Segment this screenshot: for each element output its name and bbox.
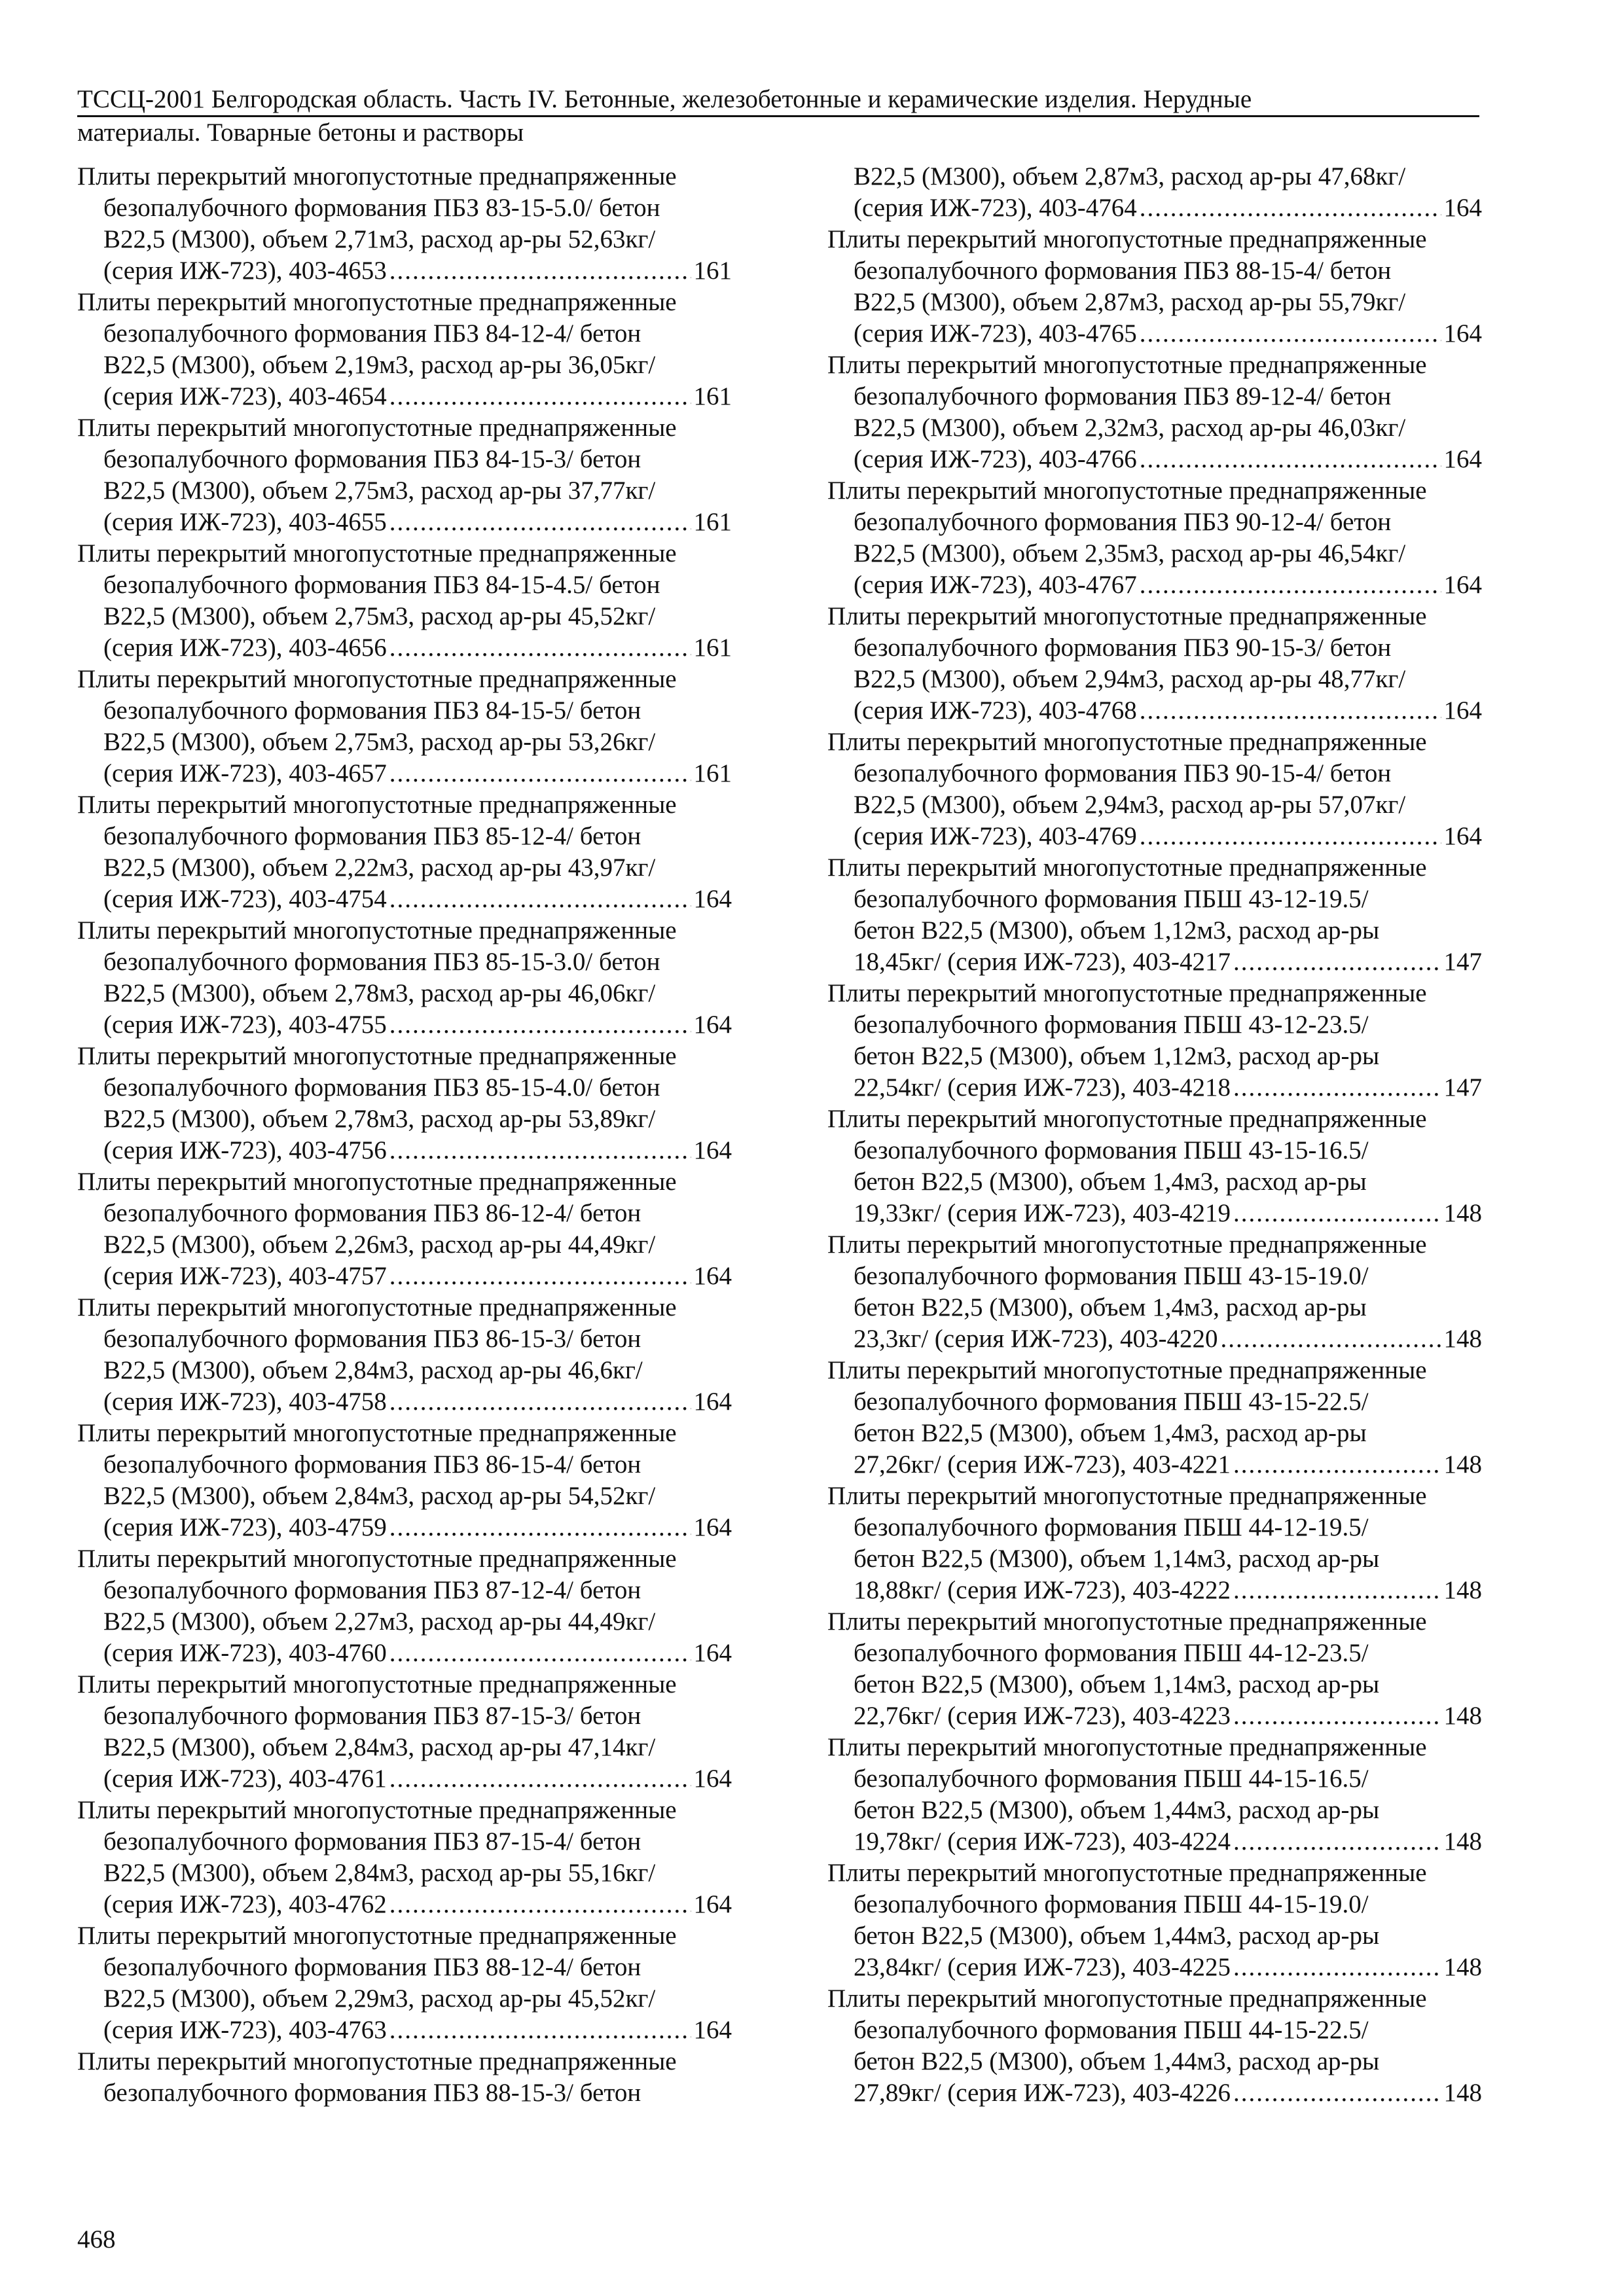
- leader-dots: [1221, 1323, 1441, 1355]
- entry-code: (серия ИЖ-723), 403-4653: [103, 257, 387, 285]
- entry-line: безопалубочного формования ПБЗ 90-15-3/ бетон: [854, 634, 1392, 662]
- entry-last-line: [854, 1952, 1482, 1983]
- index-entry: [827, 852, 1482, 978]
- index-entry: [827, 224, 1482, 350]
- entry-code: (серия ИЖ-723), 403-4657: [103, 759, 387, 787]
- entry-line: Плиты перекрытий многопустотные преднапряженные: [827, 1859, 1427, 1887]
- entry-last-line: [854, 318, 1482, 350]
- entry-line: безопалубочного формования ПБЗ 83-15-5.0/ бетон: [103, 194, 660, 222]
- entry-line: Плиты перекрытий многопустотные преднапряженные: [77, 1545, 677, 1573]
- entry-page-ref: 161: [693, 634, 732, 662]
- entry-last-line: [103, 1889, 732, 1920]
- index-column-right: [827, 161, 1482, 2109]
- entry-last-line: [103, 255, 732, 287]
- index-entry: [77, 1543, 732, 1669]
- entry-line: Плиты перекрытий многопустотные преднапряженные: [77, 1796, 677, 1824]
- entry-line: Плиты перекрытий многопустотные преднапряженные: [77, 916, 677, 944]
- leader-dots: [1140, 444, 1441, 475]
- leader-dots: [389, 507, 691, 538]
- index-entry: [77, 161, 732, 287]
- entry-last-line: [103, 2015, 732, 2046]
- page-number: 468: [77, 2225, 116, 2253]
- entry-last-line: [103, 507, 732, 538]
- entry-line: безопалубочного формования ПБЗ 88-15-3/ бетон: [103, 2079, 641, 2107]
- entry-line: Плиты перекрытий многопустотные преднапряженные: [827, 602, 1427, 630]
- leader-dots: [1233, 2077, 1441, 2109]
- entry-code: (серия ИЖ-723), 403-4754: [103, 885, 387, 913]
- entry-line: бетон В22,5 (М300), объем 1,14м3, расход ар-ры: [854, 1545, 1380, 1573]
- leader-dots: [1140, 569, 1441, 601]
- entry-code: (серия ИЖ-723), 403-4768: [854, 696, 1137, 725]
- leader-dots: [389, 1638, 691, 1669]
- entry-last-line: [103, 1009, 732, 1041]
- entry-page-ref: 164: [693, 885, 732, 913]
- entry-line: безопалубочного формования ПБЗ 86-15-3/ бетон: [103, 1325, 641, 1353]
- index-entry: [77, 1166, 732, 1292]
- entry-code: (серия ИЖ-723), 403-4761: [103, 1765, 387, 1793]
- entry-page-ref: 148: [1443, 1325, 1482, 1353]
- entry-line: В22,5 (М300), объем 2,19м3, расход ар-ры 36,05кг/: [103, 351, 656, 379]
- entry-line: безопалубочного формования ПБШ 44-12-23.5/: [854, 1639, 1369, 1667]
- leader-dots: [1233, 1449, 1441, 1480]
- entry-last-line: [854, 1323, 1482, 1355]
- index-entry: [77, 1292, 732, 1418]
- entry-page-ref: 164: [1443, 822, 1482, 850]
- entry-page-ref: 164: [693, 1890, 732, 1918]
- entry-line: Плиты перекрытий многопустотные преднапряженные: [827, 728, 1427, 756]
- entry-line: безопалубочного формования ПБШ 43-12-19.5/: [854, 885, 1369, 913]
- entry-line: Плиты перекрытий многопустотные преднапряженные: [77, 1168, 677, 1196]
- entry-code: (серия ИЖ-723), 403-4758: [103, 1388, 387, 1416]
- entry-page-ref: 164: [693, 1262, 732, 1290]
- entry-code: (серия ИЖ-723), 403-4766: [854, 445, 1137, 473]
- entry-code: 19,78кг/ (серия ИЖ-723), 403-4224: [854, 1827, 1231, 1856]
- entry-last-line: [103, 1135, 732, 1166]
- entry-code: 22,76кг/ (серия ИЖ-723), 403-4223: [854, 1702, 1231, 1730]
- entry-last-line: [854, 695, 1482, 726]
- entry-line: бетон В22,5 (М300), объем 1,14м3, расход ар-ры: [854, 1670, 1380, 1698]
- entry-line: В22,5 (М300), объем 2,84м3, расход ар-ры 54,52кг/: [103, 1482, 656, 1510]
- index-entry: [77, 1041, 732, 1166]
- entry-line: безопалубочного формования ПБЗ 84-12-4/ бетон: [103, 319, 641, 348]
- index-entry: [77, 287, 732, 412]
- index-entry: [77, 789, 732, 915]
- entry-page-ref: 164: [693, 2016, 732, 2044]
- leader-dots: [1140, 821, 1441, 852]
- entry-line: Плиты перекрытий многопустотные преднапряженные: [827, 1482, 1427, 1510]
- leader-dots: [389, 884, 691, 915]
- header-title-line-2: материалы. Товарные бетоны и растворы: [77, 118, 524, 147]
- leader-dots: [389, 255, 691, 287]
- entry-line: бетон В22,5 (М300), объем 1,44м3, расход ар-ры: [854, 1922, 1380, 1950]
- entry-last-line: [854, 1449, 1482, 1480]
- entry-line: безопалубочного формования ПБШ 44-12-19.5/: [854, 1513, 1369, 1541]
- entry-page-ref: 161: [693, 257, 732, 285]
- entry-page-ref: 148: [1443, 1702, 1482, 1730]
- entry-line: В22,5 (М300), объем 2,75м3, расход ар-ры 45,52кг/: [103, 602, 656, 630]
- entry-line: В22,5 (М300), объем 2,78м3, расход ар-ры 53,89кг/: [103, 1105, 656, 1133]
- entry-code: 23,84кг/ (серия ИЖ-723), 403-4225: [854, 1953, 1231, 1981]
- entry-page-ref: 164: [693, 1765, 732, 1793]
- leader-dots: [389, 1763, 691, 1795]
- entry-line: В22,5 (М300), объем 2,29м3, расход ар-ры 45,52кг/: [103, 1984, 656, 2013]
- entry-line: безопалубочного формования ПБЗ 85-15-3.0/ бетон: [103, 948, 660, 976]
- entry-last-line: [854, 192, 1482, 224]
- entry-code: (серия ИЖ-723), 403-4757: [103, 1262, 387, 1290]
- entry-code: (серия ИЖ-723), 403-4767: [854, 571, 1137, 599]
- entry-code: (серия ИЖ-723), 403-4764: [854, 194, 1137, 222]
- entry-line: В22,5 (М300), объем 2,84м3, расход ар-ры 47,14кг/: [103, 1733, 656, 1761]
- entry-line: бетон В22,5 (М300), объем 1,4м3, расход ар-ры: [854, 1293, 1367, 1321]
- leader-dots: [389, 1009, 691, 1041]
- entry-line: Плиты перекрытий многопустотные преднапряженные: [77, 539, 677, 567]
- entry-line: В22,5 (М300), объем 2,22м3, расход ар-ры 43,97кг/: [103, 853, 656, 882]
- entry-last-line: [103, 1386, 732, 1418]
- entry-page-ref: 164: [693, 1011, 732, 1039]
- entry-line: Плиты перекрытий многопустотные преднапряженные: [827, 225, 1427, 253]
- entry-code: 18,88кг/ (серия ИЖ-723), 403-4222: [854, 1576, 1231, 1604]
- leader-dots: [1233, 1072, 1441, 1103]
- index-entry: [77, 1795, 732, 1920]
- entry-line: Плиты перекрытий многопустотные преднапряженные: [827, 1230, 1427, 1259]
- leader-dots: [1233, 1700, 1441, 1732]
- entry-page-ref: 161: [693, 759, 732, 787]
- entry-line: Плиты перекрытий многопустотные преднапряженные: [827, 476, 1427, 505]
- entry-code: 23,3кг/ (серия ИЖ-723), 403-4220: [854, 1325, 1218, 1353]
- entry-line: Плиты перекрытий многопустотные преднапряженные: [77, 1293, 677, 1321]
- entry-line: В22,5 (М300), объем 2,84м3, расход ар-ры 46,6кг/: [103, 1356, 643, 1384]
- leader-dots: [389, 1261, 691, 1292]
- leader-dots: [1140, 318, 1441, 350]
- entry-line: В22,5 (М300), объем 2,26м3, расход ар-ры 44,49кг/: [103, 1230, 656, 1259]
- entry-line: Плиты перекрытий многопустотные преднапряженные: [827, 853, 1427, 882]
- entry-code: (серия ИЖ-723), 403-4760: [103, 1639, 387, 1667]
- entry-page-ref: 164: [693, 1639, 732, 1667]
- index-entry-continued: [827, 161, 1482, 224]
- entry-code: (серия ИЖ-723), 403-4765: [854, 319, 1137, 348]
- leader-dots: [389, 758, 691, 789]
- entry-last-line: [854, 1826, 1482, 1857]
- entry-line: Плиты перекрытий многопустотные преднапряженные: [77, 162, 677, 190]
- entry-code: (серия ИЖ-723), 403-4759: [103, 1513, 387, 1541]
- entry-last-line: [103, 758, 732, 789]
- entry-page-ref: 164: [693, 1136, 732, 1164]
- entry-line: безопалубочного формования ПБЗ 86-15-4/ бетон: [103, 1450, 641, 1479]
- entry-line: Плиты перекрытий многопустотные преднапряженные: [77, 1922, 677, 1950]
- entry-line: В22,5 (М300), объем 2,27м3, расход ар-ры 44,49кг/: [103, 1607, 656, 1636]
- entry-line: В22,5 (М300), объем 2,78м3, расход ар-ры 46,06кг/: [103, 979, 656, 1007]
- entry-line: безопалубочного формования ПБЗ 88-12-4/ бетон: [103, 1953, 641, 1981]
- entry-page-ref: 164: [1443, 194, 1482, 222]
- entry-page-ref: 161: [693, 382, 732, 410]
- index-entry: [77, 664, 732, 789]
- entry-line: безопалубочного формования ПБШ 44-15-19.0/: [854, 1890, 1369, 1918]
- entry-last-line: [854, 2077, 1482, 2109]
- entry-line: В22,5 (М300), объем 2,94м3, расход ар-ры 48,77кг/: [854, 665, 1406, 693]
- index-column-left: [77, 161, 732, 2109]
- entry-last-line: [103, 1638, 732, 1669]
- entry-line: безопалубочного формования ПБЗ 88-15-4/ бетон: [854, 257, 1392, 285]
- entry-last-line: [854, 1575, 1482, 1606]
- entry-line: безопалубочного формования ПБШ 44-15-16.5/: [854, 1765, 1369, 1793]
- entry-line: Плиты перекрытий многопустотные преднапряженные: [827, 1984, 1427, 2013]
- entry-page-ref: 147: [1443, 948, 1482, 976]
- entry-page-ref: 148: [1443, 1199, 1482, 1227]
- entry-code: (серия ИЖ-723), 403-4755: [103, 1011, 387, 1039]
- entry-line: Плиты перекрытий многопустотные преднапряженные: [77, 1670, 677, 1698]
- entry-line: В22,5 (М300), объем 2,87м3, расход ар-ры 55,79кг/: [854, 288, 1406, 316]
- leader-dots: [389, 2015, 691, 2046]
- entry-line: бетон В22,5 (М300), объем 1,4м3, расход ар-ры: [854, 1419, 1367, 1447]
- index-entry: [827, 1857, 1482, 1983]
- entry-line: Плиты перекрытий многопустотные преднапряженные: [827, 1105, 1427, 1133]
- entry-page-ref: 164: [1443, 319, 1482, 348]
- entry-line: безопалубочного формования ПБЗ 86-12-4/ бетон: [103, 1199, 641, 1227]
- index-entry: [827, 1355, 1482, 1480]
- index-entry: [827, 978, 1482, 1103]
- entry-code: (серия ИЖ-723), 403-4769: [854, 822, 1137, 850]
- entry-page-ref: 148: [1443, 2079, 1482, 2107]
- index-entry: [77, 1669, 732, 1795]
- entry-page-ref: 164: [1443, 571, 1482, 599]
- leader-dots: [389, 1512, 691, 1543]
- entry-code: 22,54кг/ (серия ИЖ-723), 403-4218: [854, 1073, 1231, 1102]
- index-entry: [827, 1606, 1482, 1732]
- entry-line: безопалубочного формования ПБЗ 87-15-4/ бетон: [103, 1827, 641, 1856]
- entry-line: безопалубочного формования ПБЗ 85-15-4.0/ бетон: [103, 1073, 660, 1102]
- entry-last-line: [854, 1700, 1482, 1732]
- entry-last-line: [854, 1198, 1482, 1229]
- index-entry: [77, 1418, 732, 1543]
- entry-line: Плиты перекрытий многопустотные преднапряженные: [77, 414, 677, 442]
- entry-line: безопалубочного формования ПБШ 44-15-22.5/: [854, 2016, 1369, 2044]
- leader-dots: [1233, 1575, 1441, 1606]
- entry-page-ref: 164: [1443, 445, 1482, 473]
- entry-line: В22,5 (М300), объем 2,87м3, расход ар-ры 47,68кг/: [854, 162, 1406, 190]
- entry-code: 19,33кг/ (серия ИЖ-723), 403-4219: [854, 1199, 1231, 1227]
- entry-line: бетон В22,5 (М300), объем 1,12м3, расход ар-ры: [854, 1042, 1380, 1070]
- entry-line: безопалубочного формования ПБЗ 84-15-4.5/ бетон: [103, 571, 660, 599]
- index-entry: [827, 1103, 1482, 1229]
- entry-line: безопалубочного формования ПБЗ 87-12-4/ бетон: [103, 1576, 641, 1604]
- entry-last-line: [854, 1072, 1482, 1103]
- leader-dots: [1140, 192, 1441, 224]
- header-title-line-1: ТССЦ-2001 Белгородская область. Часть IV. Бетонные, железобетонные и керамические изделия. Нерудные: [77, 84, 1479, 117]
- entry-line: Плиты перекрытий многопустотные преднапряженные: [827, 979, 1427, 1007]
- index-entry: [827, 1480, 1482, 1606]
- entry-last-line: [103, 1261, 732, 1292]
- entry-code: (серия ИЖ-723), 403-4762: [103, 1890, 387, 1918]
- entry-last-line: [103, 1763, 732, 1795]
- entry-page-ref: 161: [693, 508, 732, 536]
- entry-last-line: [103, 1512, 732, 1543]
- entry-line: В22,5 (М300), объем 2,75м3, расход ар-ры 53,26кг/: [103, 728, 656, 756]
- entry-line: Плиты перекрытий многопустотные преднапряженные: [827, 1607, 1427, 1636]
- entry-page-ref: 148: [1443, 1827, 1482, 1856]
- entry-line: В22,5 (М300), объем 2,75м3, расход ар-ры 37,77кг/: [103, 476, 656, 505]
- entry-page-ref: 148: [1443, 1953, 1482, 1981]
- entry-line: Плиты перекрытий многопустотные преднапряженные: [827, 1733, 1427, 1761]
- entry-page-ref: 164: [693, 1388, 732, 1416]
- entry-page-ref: 164: [1443, 696, 1482, 725]
- entry-last-line: [854, 946, 1482, 978]
- leader-dots: [389, 1135, 691, 1166]
- entry-line: безопалубочного формования ПБЗ 89-12-4/ бетон: [854, 382, 1392, 410]
- entry-line: безопалубочного формования ПБЗ 87-15-3/ бетон: [103, 1702, 641, 1730]
- entry-line: Плиты перекрытий многопустотные преднапряженные: [77, 1042, 677, 1070]
- entry-code: (серия ИЖ-723), 403-4763: [103, 2016, 387, 2044]
- entry-last-line: [854, 569, 1482, 601]
- entry-line: В22,5 (М300), объем 2,71м3, расход ар-ры 52,63кг/: [103, 225, 656, 253]
- leader-dots: [1233, 1826, 1441, 1857]
- entry-code: (серия ИЖ-723), 403-4656: [103, 634, 387, 662]
- entry-code: (серия ИЖ-723), 403-4654: [103, 382, 387, 410]
- entry-line: бетон В22,5 (М300), объем 1,12м3, расход ар-ры: [854, 916, 1380, 944]
- leader-dots: [1233, 946, 1441, 978]
- entry-line: безопалубочного формования ПБШ 43-15-19.0/: [854, 1262, 1369, 1290]
- index-entry: [827, 1732, 1482, 1857]
- entry-code: 27,26кг/ (серия ИЖ-723), 403-4221: [854, 1450, 1231, 1479]
- leader-dots: [389, 381, 691, 412]
- index-entry: [77, 1920, 732, 2046]
- entry-line: В22,5 (М300), объем 2,32м3, расход ар-ры 46,03кг/: [854, 414, 1406, 442]
- entry-line: Плиты перекрытий многопустотные преднапряженные: [827, 351, 1427, 379]
- entry-last-line: [103, 632, 732, 664]
- index-entry: [827, 726, 1482, 852]
- index-entry: [827, 601, 1482, 726]
- entry-page-ref: 148: [1443, 1576, 1482, 1604]
- entry-last-line: [103, 381, 732, 412]
- entry-line: В22,5 (М300), объем 2,84м3, расход ар-ры 55,16кг/: [103, 1859, 656, 1887]
- entry-page-ref: 148: [1443, 1450, 1482, 1479]
- leader-dots: [389, 632, 691, 664]
- index-entry-partial: [77, 2046, 732, 2109]
- entry-line: Плиты перекрытий многопустотные преднапряженные: [827, 1356, 1427, 1384]
- index-entry: [827, 1983, 1482, 2109]
- entry-last-line: [103, 884, 732, 915]
- entry-line: Плиты перекрытий многопустотные преднапряженные: [77, 1419, 677, 1447]
- running-header: [77, 84, 1479, 149]
- entry-code: (серия ИЖ-723), 403-4655: [103, 508, 387, 536]
- entry-line: безопалубочного формования ПБЗ 84-15-3/ бетон: [103, 445, 641, 473]
- entry-line: бетон В22,5 (М300), объем 1,44м3, расход ар-ры: [854, 2047, 1380, 2075]
- index-entry: [827, 475, 1482, 601]
- index-entry: [827, 1229, 1482, 1355]
- entry-code: (серия ИЖ-723), 403-4756: [103, 1136, 387, 1164]
- entry-last-line: [854, 444, 1482, 475]
- entry-page-ref: 147: [1443, 1073, 1482, 1102]
- entry-line: Плиты перекрытий многопустотные преднапряженные: [77, 2047, 677, 2075]
- entry-line: безопалубочного формования ПБЗ 85-12-4/ бетон: [103, 822, 641, 850]
- entry-last-line: [854, 821, 1482, 852]
- index-entry: [77, 538, 732, 664]
- leader-dots: [1233, 1198, 1441, 1229]
- entry-page-ref: 164: [693, 1513, 732, 1541]
- leader-dots: [389, 1889, 691, 1920]
- index-entry: [77, 915, 732, 1041]
- entry-line: бетон В22,5 (М300), объем 1,44м3, расход ар-ры: [854, 1796, 1380, 1824]
- entry-code: 18,45кг/ (серия ИЖ-723), 403-4217: [854, 948, 1231, 976]
- entry-line: безопалубочного формования ПБЗ 84-15-5/ бетон: [103, 696, 641, 725]
- entry-line: Плиты перекрытий многопустотные преднапряженные: [77, 791, 677, 819]
- entry-line: безопалубочного формования ПБШ 43-15-16.5/: [854, 1136, 1369, 1164]
- entry-line: бетон В22,5 (М300), объем 1,4м3, расход ар-ры: [854, 1168, 1367, 1196]
- entry-line: безопалубочного формования ПБШ 43-15-22.5/: [854, 1388, 1369, 1416]
- index-entry: [77, 412, 732, 538]
- leader-dots: [389, 1386, 691, 1418]
- entry-line: Плиты перекрытий многопустотные преднапряженные: [77, 288, 677, 316]
- entry-code: 27,89кг/ (серия ИЖ-723), 403-4226: [854, 2079, 1231, 2107]
- entry-line: безопалубочного формования ПБЗ 90-15-4/ бетон: [854, 759, 1392, 787]
- index-entry: [827, 350, 1482, 475]
- entry-line: Плиты перекрытий многопустотные преднапряженные: [77, 665, 677, 693]
- leader-dots: [1140, 695, 1441, 726]
- leader-dots: [1233, 1952, 1441, 1983]
- entry-line: В22,5 (М300), объем 2,94м3, расход ар-ры 57,07кг/: [854, 791, 1406, 819]
- entry-line: безопалубочного формования ПБШ 43-12-23.5/: [854, 1011, 1369, 1039]
- entry-line: безопалубочного формования ПБЗ 90-12-4/ бетон: [854, 508, 1392, 536]
- entry-line: В22,5 (М300), объем 2,35м3, расход ар-ры 46,54кг/: [854, 539, 1406, 567]
